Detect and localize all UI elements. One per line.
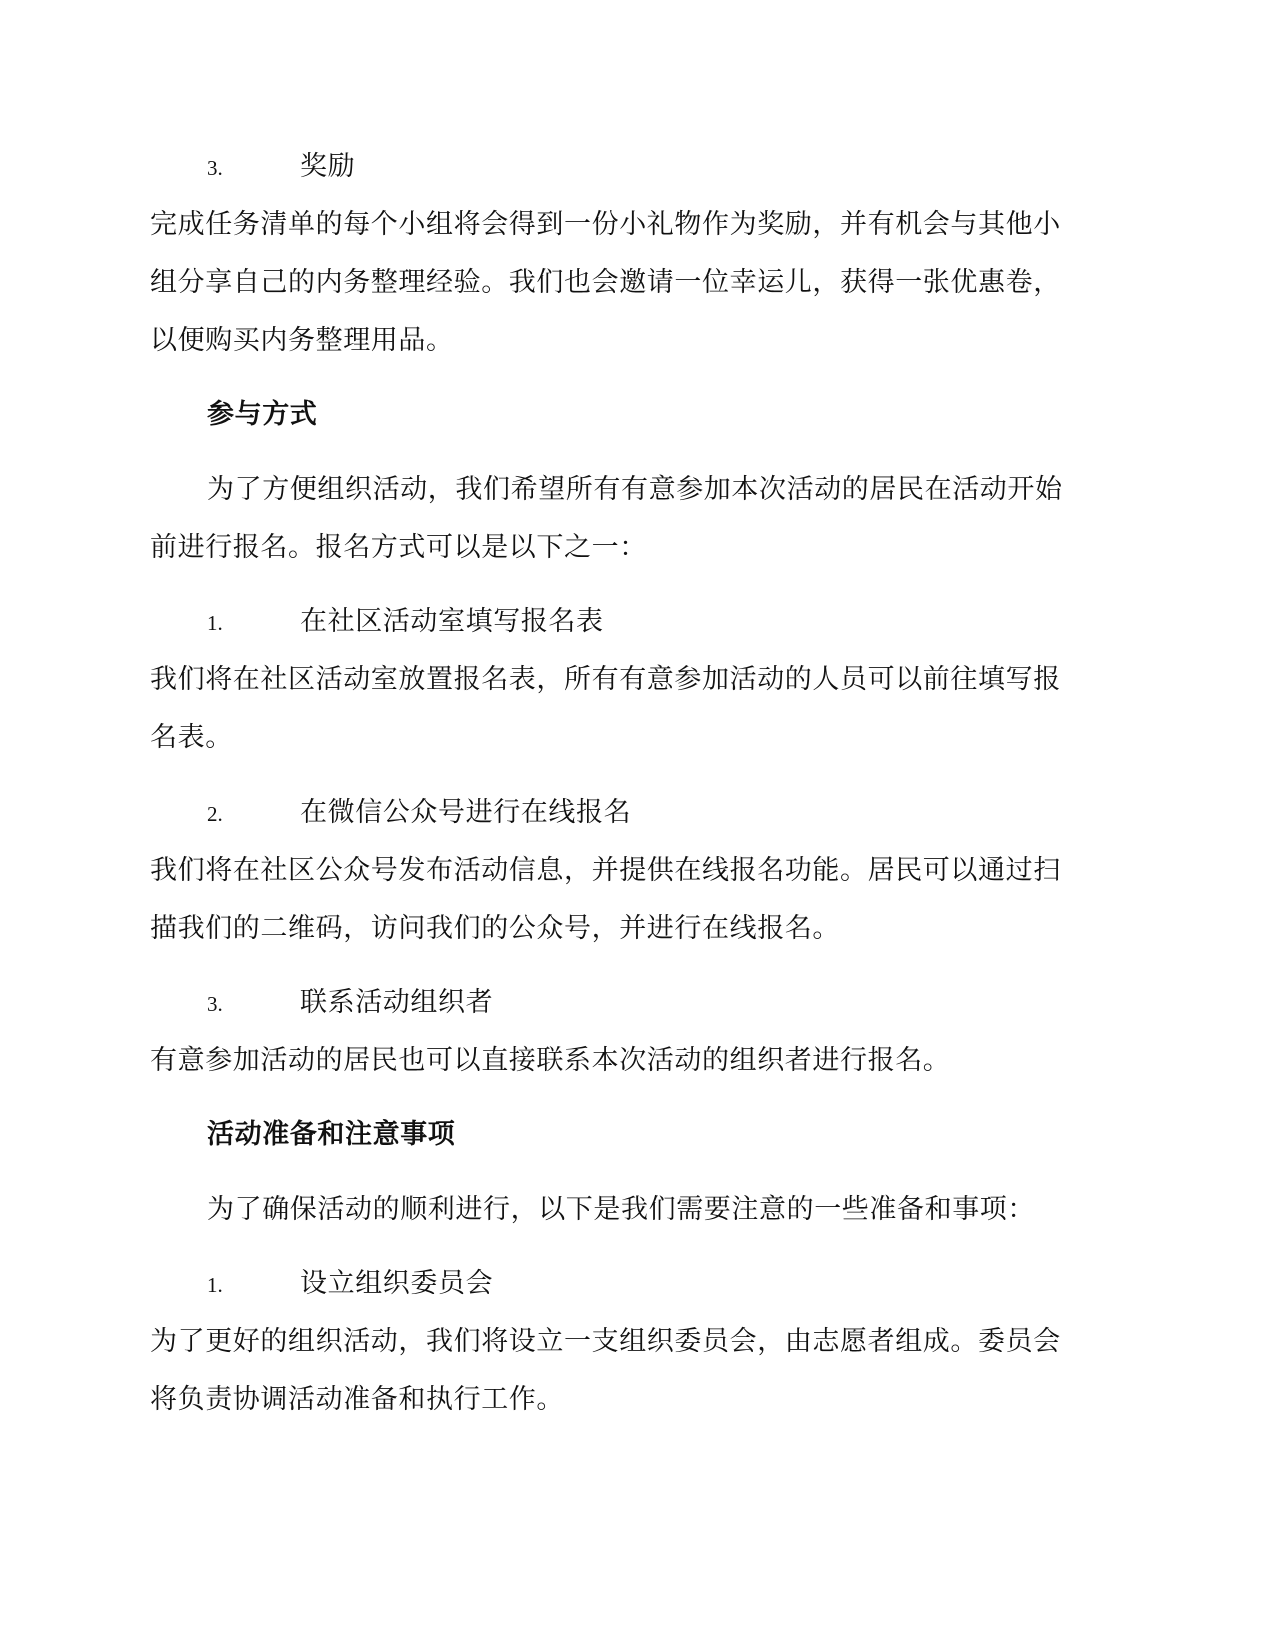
list-number: 3. [207,156,223,180]
paragraph-line: 以便购买内务整理用品。 [150,325,454,356]
list-item-title: 设立组织委员会 [300,1268,494,1299]
paragraph-line: 为了方便组织活动，我们希望所有有意参加本次活动的居民在活动开始 [207,474,1063,505]
paragraph-line: 我们将在社区活动室放置报名表，所有有意参加活动的人员可以前往填写报 [150,664,1061,695]
paragraph-line: 为了更好的组织活动，我们将设立一支组织委员会，由志愿者组成。委员会 [150,1326,1061,1357]
section-heading: 活动准备和注意事项 [207,1119,456,1150]
paragraph-line: 为了确保活动的顺利进行，以下是我们需要注意的一些准备和事项： [207,1194,1035,1225]
paragraph-line: 描我们的二维码，访问我们的公众号，并进行在线报名。 [150,913,840,944]
list-item-title: 在社区活动室填写报名表 [300,606,604,637]
list-item-title: 联系活动组织者 [300,987,494,1018]
paragraph-line: 将负责协调活动准备和执行工作。 [150,1384,564,1415]
paragraph-line: 名表。 [150,722,233,753]
list-item-title: 奖励 [300,151,356,182]
list-number: 2. [207,802,223,826]
list-number: 1. [207,1273,223,1297]
paragraph-line: 我们将在社区公众号发布活动信息，并提供在线报名功能。居民可以通过扫 [150,855,1061,886]
paragraph-line: 完成任务清单的每个小组将会得到一份小礼物作为奖励，并有机会与其他小 [150,209,1061,240]
list-item-title: 在微信公众号进行在线报名 [300,797,632,828]
list-number: 1. [207,611,223,635]
paragraph-line: 前进行报名。报名方式可以是以下之一： [150,532,647,563]
paragraph-line: 有意参加活动的居民也可以直接联系本次活动的组织者进行报名。 [150,1045,951,1076]
list-number: 3. [207,992,223,1016]
section-heading: 参与方式 [207,399,318,430]
paragraph-line: 组分享自己的内务整理经验。我们也会邀请一位幸运儿，获得一张优惠卷， [150,267,1061,298]
